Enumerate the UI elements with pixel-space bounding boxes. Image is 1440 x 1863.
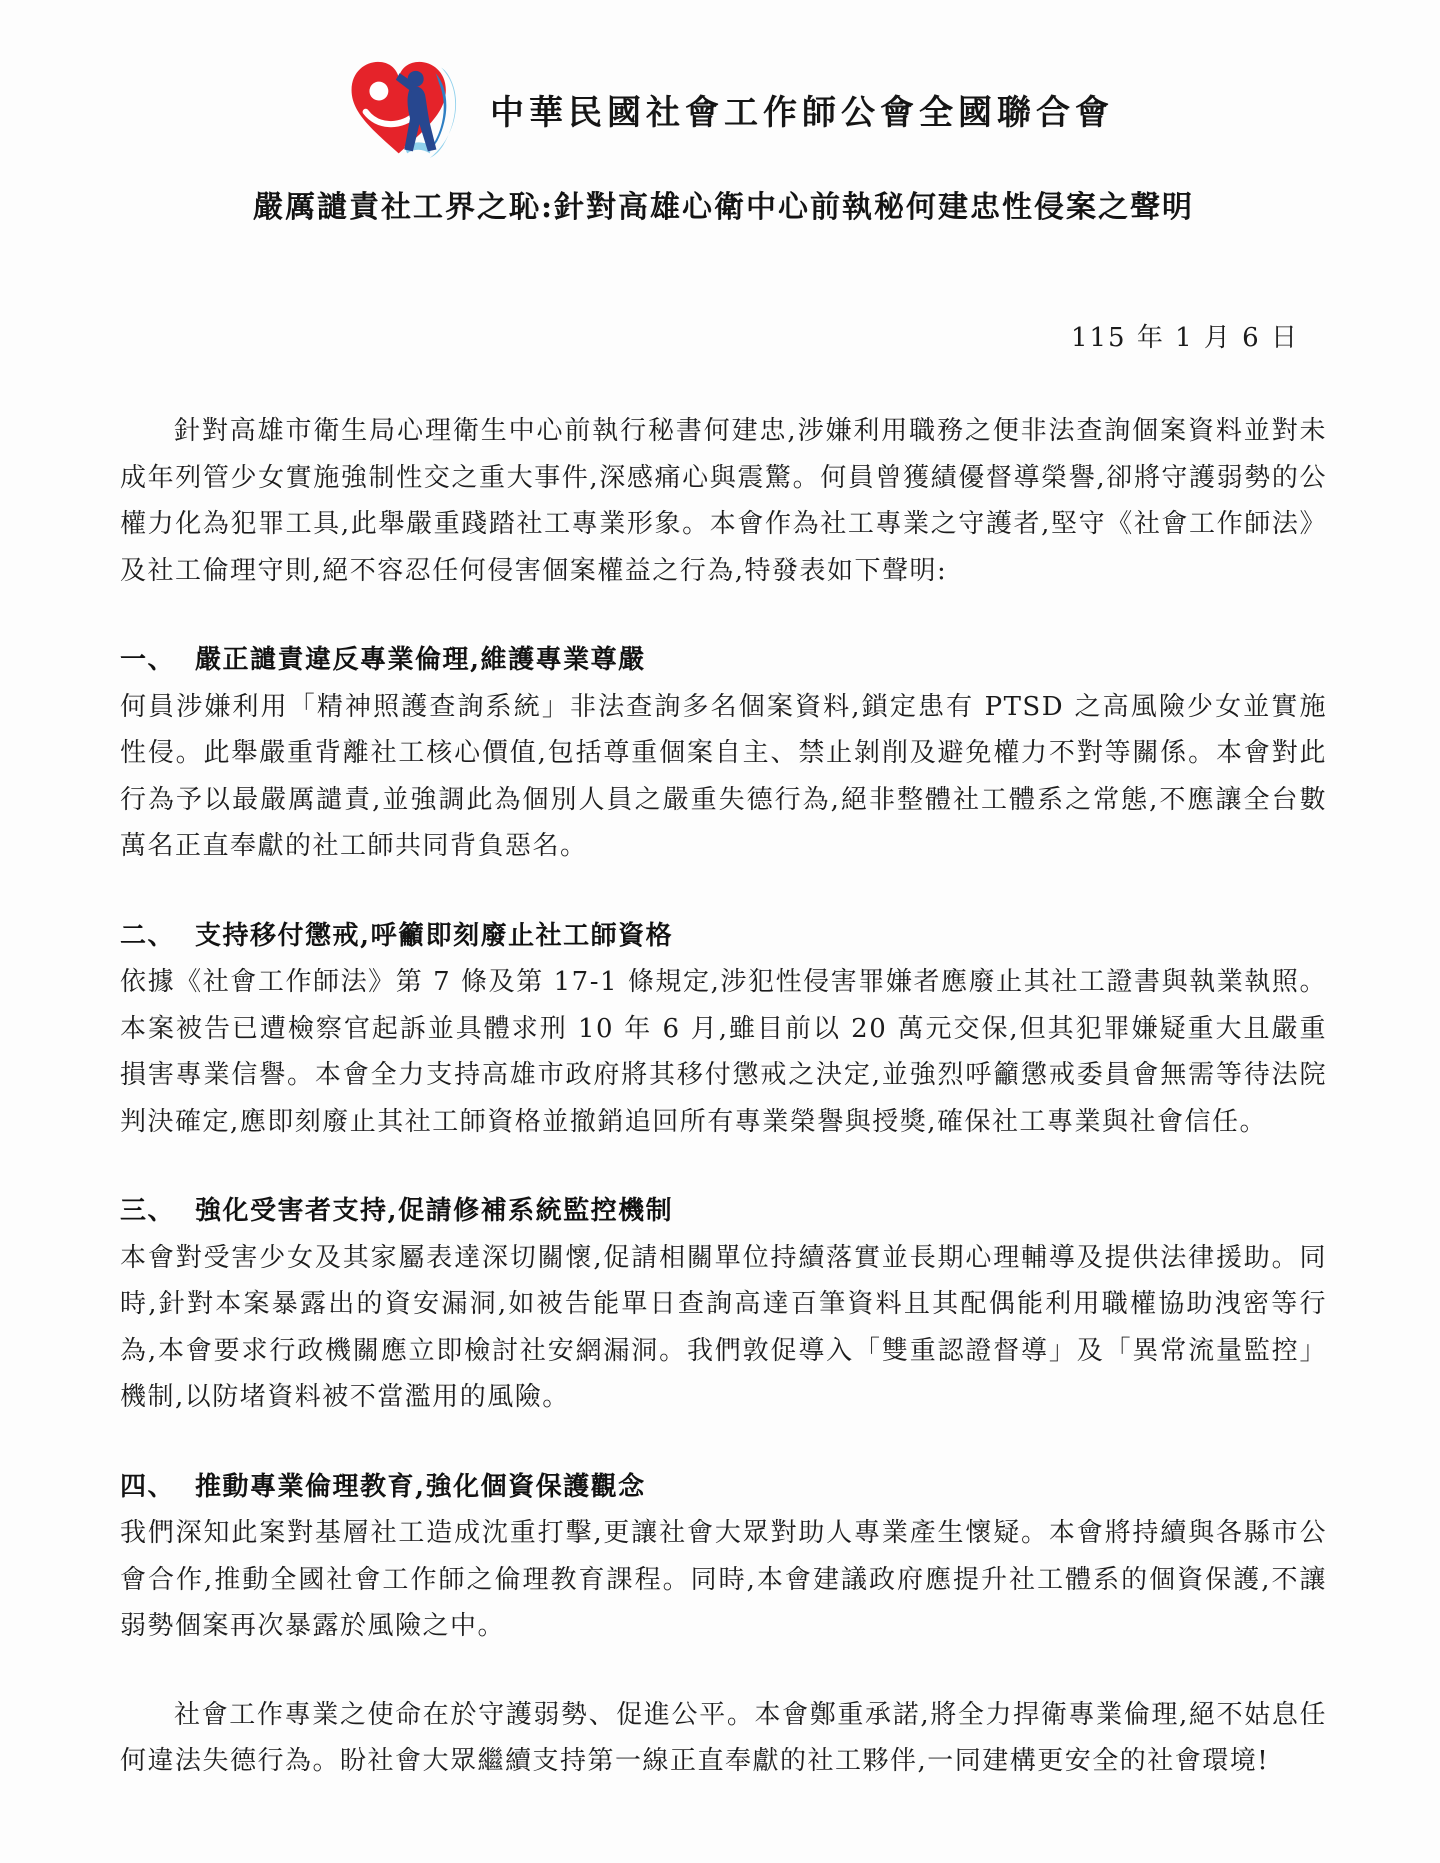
section-3-body: 本會對受害少女及其家屬表達深切關懷,促請相關單位持續落實並長期心理輔導及提供法律援助。同時,針對本案暴露出的資安漏洞,如被告能單日查詢高達百筆資料且其配偶能利用職權協助洩密等行為,本會要求行政機關應立即檢討社安網漏洞。我們敦促導入「雙重認證督導」及「異常流量監控」機制,以防堵資料被不當濫用的風險。 [120,1242,1327,1412]
section-3-number: 三、 [120,1196,176,1226]
intro-paragraph: 針對高雄市衛生局心理衛生中心前執行秘書何建忠,涉嫌利用職務之便非法查詢個案資料並對未成年列管少女實施強制性交之重大事件,深感痛心與震驚。何員曾獲績優督導榮譽,卻將守護弱勢的公權力化為犯罪工具,此舉嚴重踐踏社工專業形象。本會作為社工專業之守護者,堅守《社會工作師法》及社工倫理守則,絕不容忍任何侵害個案權益之行為,特發表如下聲明: [120,416,1327,586]
letterhead [344,54,1327,164]
section-3-title: 強化受害者支持,促請修補系統監控機制 [195,1196,674,1226]
section-1-heading [120,637,1327,684]
heart-eye [369,82,388,101]
section-1-number: 一、 [120,645,176,675]
section-2-number: 二、 [120,920,176,951]
section-2-title: 支持移付懲戒,呼籲即刻廢止社工師資格 [195,920,674,951]
section-1-title: 嚴正譴責違反專業倫理,維護專業尊嚴 [195,645,646,675]
org-name: 中華民國社會工作師公會全國聯合會 [490,92,1114,133]
section-1-body: 何員涉嫌利用「精神照護查詢系統」非法查詢多名個案資料,鎖定患有 PTSD 之高風險少女並實施性侵。此舉嚴重背離社工核心價值,包括尊重個案自主、禁止剝削及避免權力不對等關係。本會對此行為予以最嚴厲譴責,並強調此為個別人員之嚴重失德行為,絕非整體社工體系之常態,不應讓全台數萬名正直奉獻的社工師共同背負惡名。 [120,691,1327,861]
document-date: 115 年 1 月 6 日 [1070,323,1299,353]
document-title: 嚴厲譴責社工界之恥:針對高雄心衛中心前執秘何建忠性侵案之聲明 [252,190,1195,225]
document-content [120,54,1327,1785]
org-logo [344,56,476,162]
section-3 [120,1188,1327,1421]
closing-paragraph: 社會工作專業之使命在於守護弱勢、促進公平。本會鄭重承諾,將全力捍衛專業倫理,絕不姑息任何違法失德行為。盼社會大眾繼續支持第一線正直奉獻的社工夥伴,一同建構更安全的社會環境! [120,1699,1327,1776]
section-2 [120,913,1327,1146]
section-4 [120,1464,1327,1650]
section-4-number: 四、 [120,1471,176,1502]
section-1 [120,637,1327,870]
section-2-heading [120,913,1327,960]
section-2-body: 依據《社會工作師法》第 7 條及第 17-1 條規定,涉犯性侵害罪嫌者應廢止其社工證書與執業執照。本案被告已遭檢察官起訴並具體求刑 10 年 6 月,雖目前以 20 萬元交保,但其犯罪嫌疑重大且嚴重損害專業信譽。本會全力支持高雄市政府將其移付懲戒之決定,並強烈呼籲懲戒委員會無需等待法院判決確定,應即刻廢止其社工師資格並撤銷追回所有專業榮譽與授獎,確保社工專業與社會信任。 [120,967,1327,1137]
section-4-title: 推動專業倫理教育,強化個資保護觀念 [195,1471,646,1502]
section-4-body: 我們深知此案對基層社工造成沈重打擊,更讓社會大眾對助人專業產生懷疑。本會將持續與各縣市公會合作,推動全國社會工作師之倫理教育課程。同時,本會建議政府應提升社工體系的個資保護,不讓弱勢個案再次暴露於風險之中。 [120,1518,1327,1641]
section-4-heading [120,1464,1327,1511]
heart-figure-wave-logo-icon [344,56,476,162]
section-3-heading [120,1188,1327,1235]
